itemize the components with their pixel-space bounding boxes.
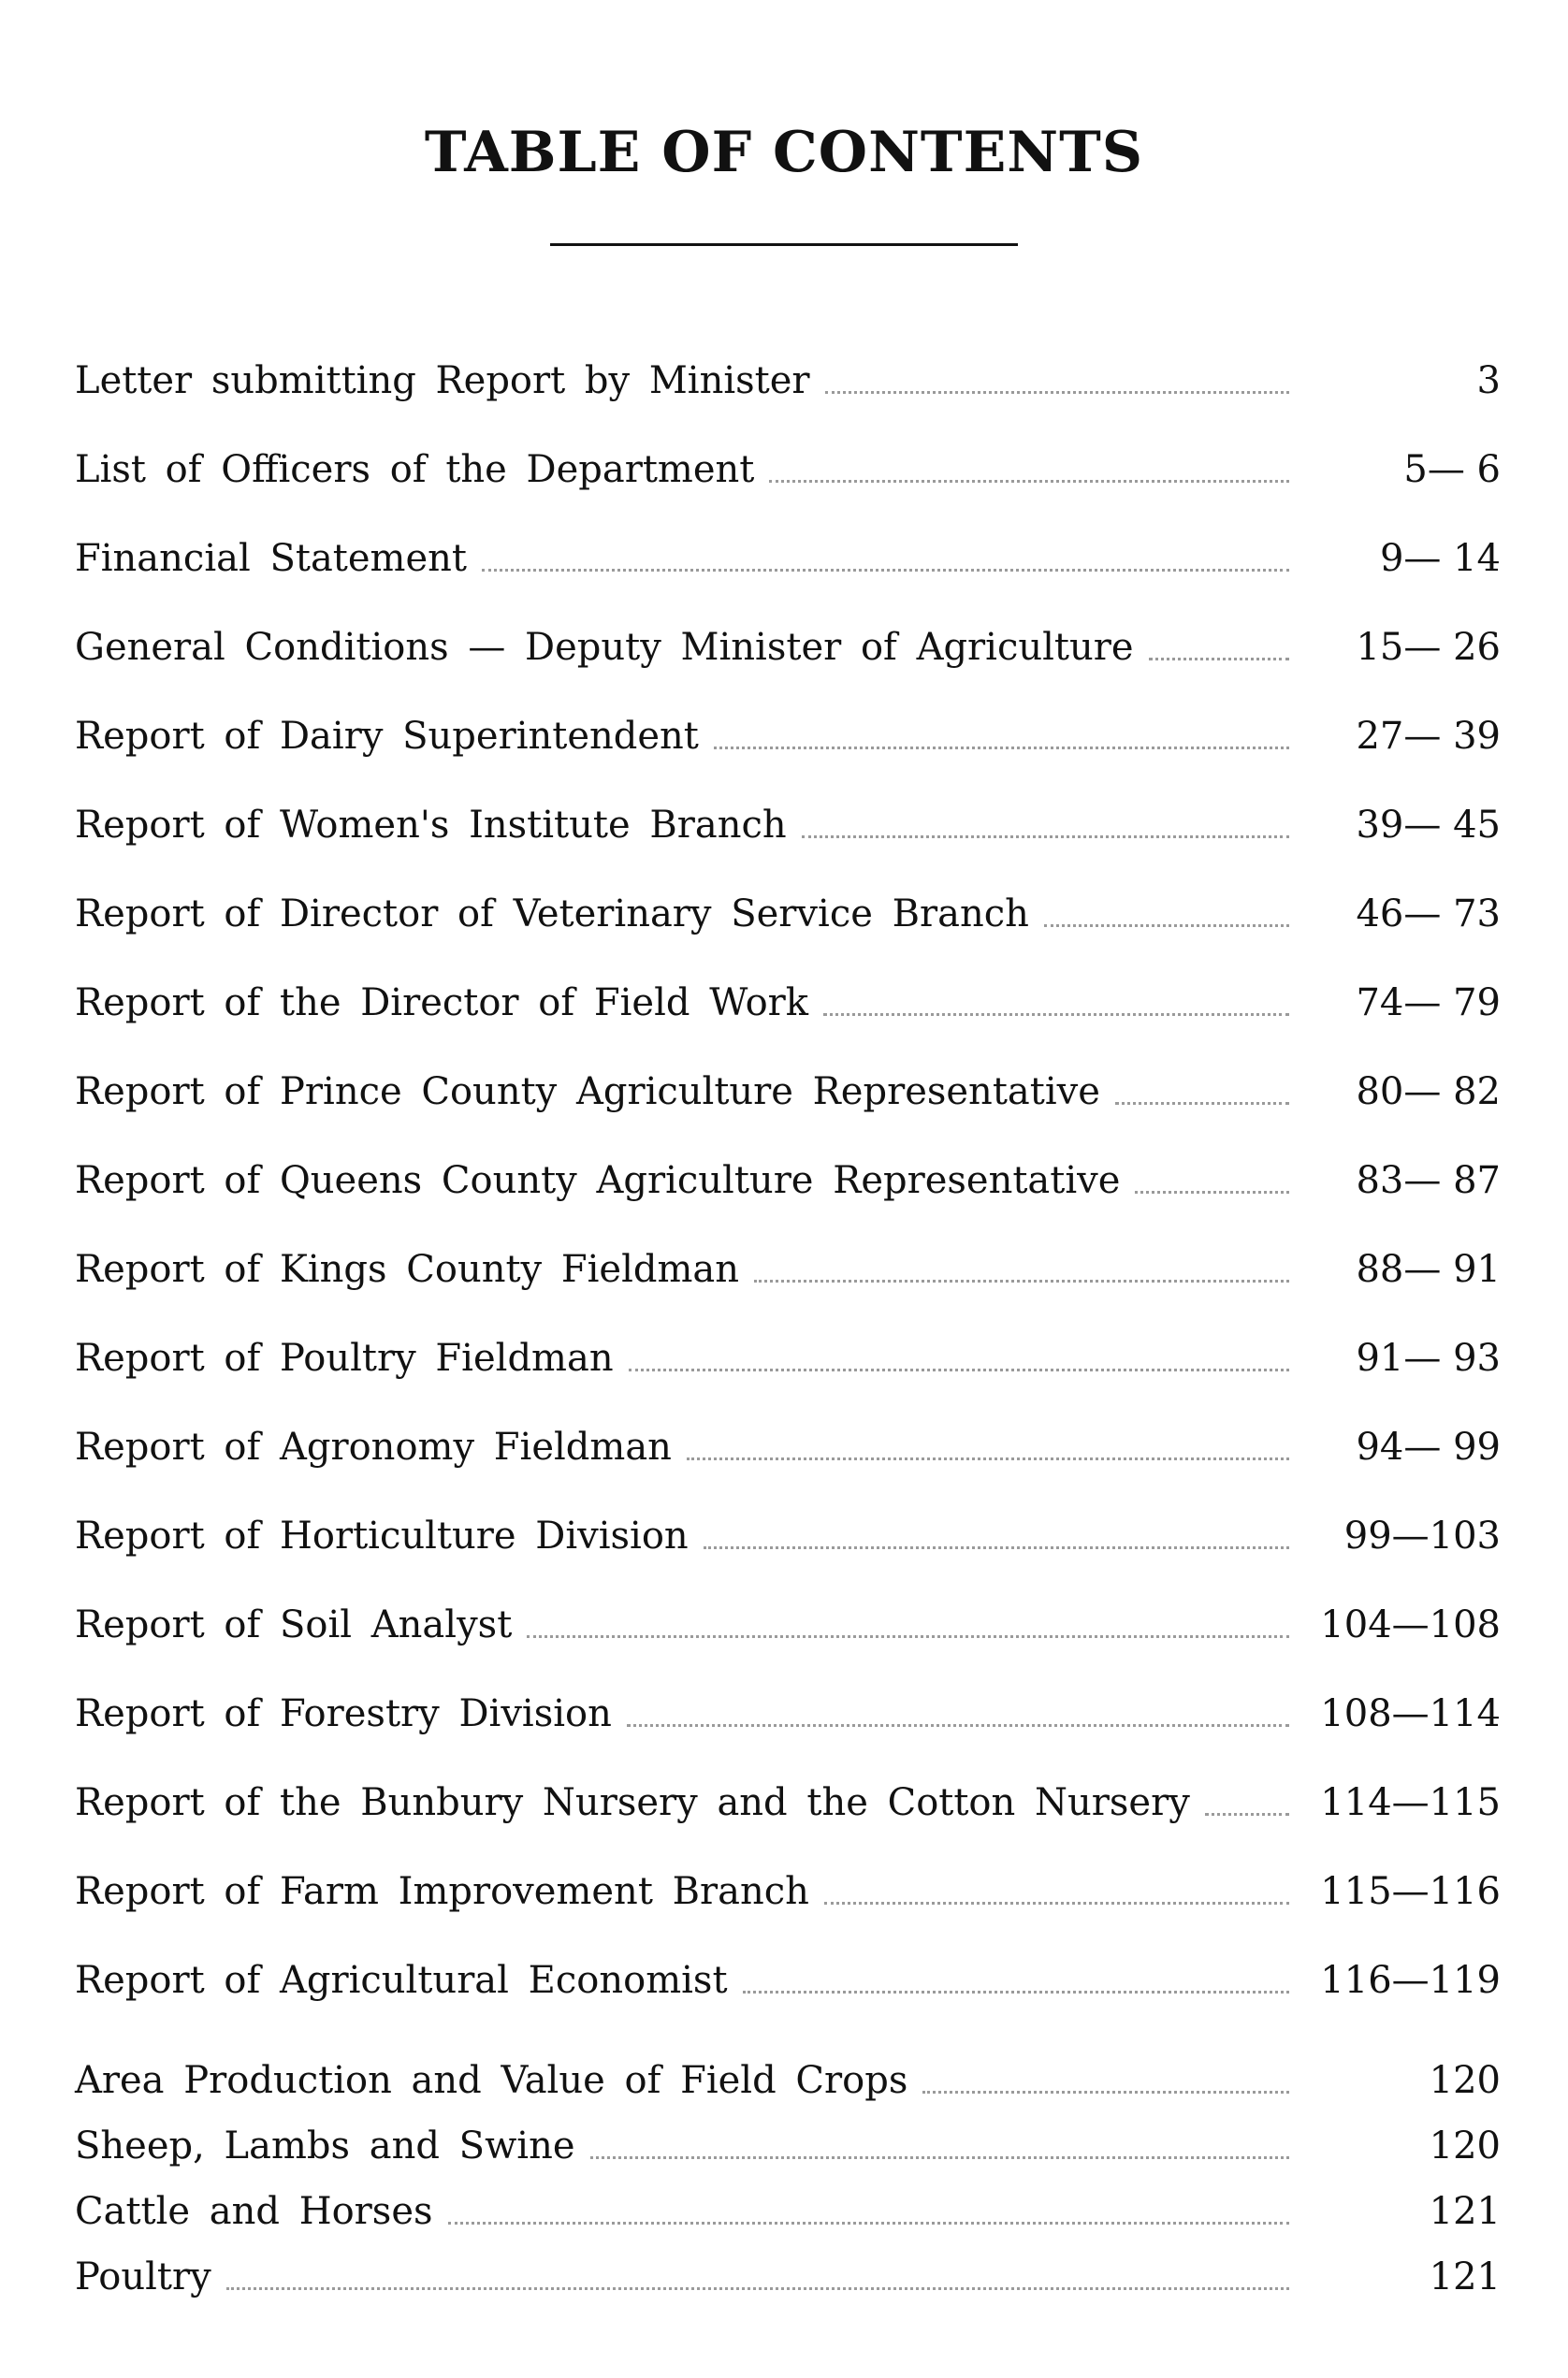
- dot-leader: [802, 835, 1289, 838]
- toc-entry-pages: 46— 73: [1356, 892, 1501, 935]
- dot-leader: [743, 1991, 1289, 1994]
- dot-leader: [448, 2222, 1289, 2225]
- toc-entry-pages: 94— 99: [1356, 1426, 1501, 1469]
- dot-leader: [226, 2287, 1289, 2290]
- toc-entry-pages: 83— 87: [1356, 1159, 1501, 1202]
- dot-leader: [1135, 1191, 1289, 1194]
- toc-entry-label: List of Officers of the Department: [75, 448, 755, 491]
- toc-entry: [75, 2018, 1501, 2107]
- toc-entry-label: Report of Prince County Agriculture Representative: [75, 1070, 1100, 1113]
- dot-leader: [1149, 658, 1289, 660]
- toc-entry: [75, 496, 1501, 585]
- toc-entry-label: Report of Farm Improvement Branch: [75, 1870, 809, 1913]
- toc-entry: [75, 1651, 1501, 1740]
- toc-entry-label: Area Production and Value of Field Crops: [75, 2059, 908, 2102]
- dot-leader: [825, 391, 1289, 394]
- toc-entry-pages: 80— 82: [1356, 1070, 1501, 1113]
- toc-entry: [75, 1473, 1501, 1562]
- dot-leader: [627, 1724, 1289, 1727]
- toc-entry-label: Report of Dairy Superintendent: [75, 715, 699, 758]
- toc-entry-label: Report of Agronomy Fieldman: [75, 1426, 672, 1469]
- toc-entry-pages: 120: [1429, 2124, 1501, 2168]
- toc-entry-label: Poultry: [75, 2255, 211, 2298]
- toc-entry-label: Report of the Bunbury Nursery and the Cotton Nursery: [75, 1781, 1190, 1824]
- dot-leader: [1115, 1102, 1289, 1105]
- toc-entry: [75, 318, 1501, 407]
- dot-leader: [704, 1546, 1289, 1549]
- toc-entry-pages: 120: [1429, 2059, 1501, 2102]
- toc-entry: [75, 2107, 1501, 2172]
- dot-leader: [590, 2156, 1289, 2159]
- toc-entry: [75, 2172, 1501, 2238]
- dot-leader: [1205, 1813, 1289, 1816]
- toc-entry-label: Report of Kings County Fieldman: [75, 1248, 740, 1291]
- dot-leader: [714, 747, 1289, 749]
- toc-entry-label: Report of Agricultural Economist: [75, 1959, 728, 2002]
- toc-entry-pages: 91— 93: [1356, 1337, 1501, 1380]
- toc-entry-pages: 27— 39: [1356, 715, 1501, 758]
- toc-entry: [75, 1029, 1501, 1118]
- toc-list: [75, 318, 1501, 2303]
- toc-entry: [75, 1562, 1501, 1651]
- toc-entry: [75, 762, 1501, 851]
- toc-entry-pages: 74— 79: [1356, 981, 1501, 1024]
- toc-entry-pages: 88— 91: [1356, 1248, 1501, 1291]
- toc-entry-pages: 9— 14: [1379, 537, 1501, 580]
- dot-leader: [527, 1635, 1289, 1638]
- toc-entry-pages: 116—119: [1320, 1959, 1501, 2002]
- toc-entry-pages: 115—116: [1320, 1870, 1501, 1913]
- dot-leader: [482, 569, 1289, 572]
- toc-entry: [75, 940, 1501, 1029]
- dot-leader: [1044, 924, 1289, 927]
- toc-entry: [75, 1385, 1501, 1473]
- toc-entry: [75, 585, 1501, 674]
- toc-entry-pages: 5— 6: [1403, 448, 1501, 491]
- toc-entry-label: Letter submitting Report by Minister: [75, 359, 810, 402]
- toc-entry-pages: 99—103: [1343, 1515, 1501, 1558]
- toc-entry-label: Report of Poultry Fieldman: [75, 1337, 614, 1380]
- toc-entry: [75, 407, 1501, 496]
- toc-entry-label: Report of Forestry Division: [75, 1692, 612, 1735]
- dot-leader: [823, 1013, 1289, 1016]
- dot-leader: [824, 1902, 1289, 1905]
- toc-entry-pages: 3: [1476, 359, 1501, 402]
- toc-entry-label: Sheep, Lambs and Swine: [75, 2124, 575, 2168]
- toc-entry-label: Report of Queens County Agriculture Representative: [75, 1159, 1121, 1202]
- toc-entry-pages: 15— 26: [1356, 626, 1501, 669]
- toc-entry: [75, 851, 1501, 940]
- toc-entry-label: General Conditions — Deputy Minister of Agriculture: [75, 626, 1134, 669]
- toc-entry: [75, 1829, 1501, 1918]
- toc-entry: [75, 1740, 1501, 1829]
- dot-leader: [687, 1457, 1289, 1460]
- toc-entry-label: Report of the Director of Field Work: [75, 981, 809, 1024]
- page-title: TABLE OF CONTENTS: [424, 120, 1144, 185]
- toc-entry-label: Report of Women's Institute Branch: [75, 804, 787, 847]
- toc-entry-pages: 39— 45: [1356, 804, 1501, 847]
- toc-entry: [75, 1296, 1501, 1385]
- toc-entry-pages: 121: [1429, 2190, 1501, 2233]
- toc-entry: [75, 1118, 1501, 1207]
- toc-entry-label: Report of Horticulture Division: [75, 1515, 689, 1558]
- dot-leader: [629, 1369, 1289, 1371]
- toc-entry: [75, 1207, 1501, 1296]
- toc-entry-pages: 104—108: [1320, 1603, 1501, 1646]
- dot-leader: [769, 480, 1289, 483]
- toc-entry-pages: 114—115: [1320, 1781, 1501, 1824]
- toc-entry-pages: 108—114: [1320, 1692, 1501, 1735]
- toc-entry-label: Financial Statement: [75, 537, 467, 580]
- toc-entry-label: Cattle and Horses: [75, 2190, 433, 2233]
- dot-leader: [922, 2091, 1289, 2094]
- toc-entry-label: Report of Director of Veterinary Service Branch: [75, 892, 1029, 935]
- toc-entry-label: Report of Soil Analyst: [75, 1603, 513, 1646]
- dot-leader: [754, 1280, 1289, 1283]
- toc-entry: [75, 2238, 1501, 2303]
- toc-entry-pages: 121: [1429, 2255, 1501, 2298]
- title-rule: [550, 243, 1018, 246]
- toc-entry: [75, 1918, 1501, 2007]
- toc-entry: [75, 674, 1501, 762]
